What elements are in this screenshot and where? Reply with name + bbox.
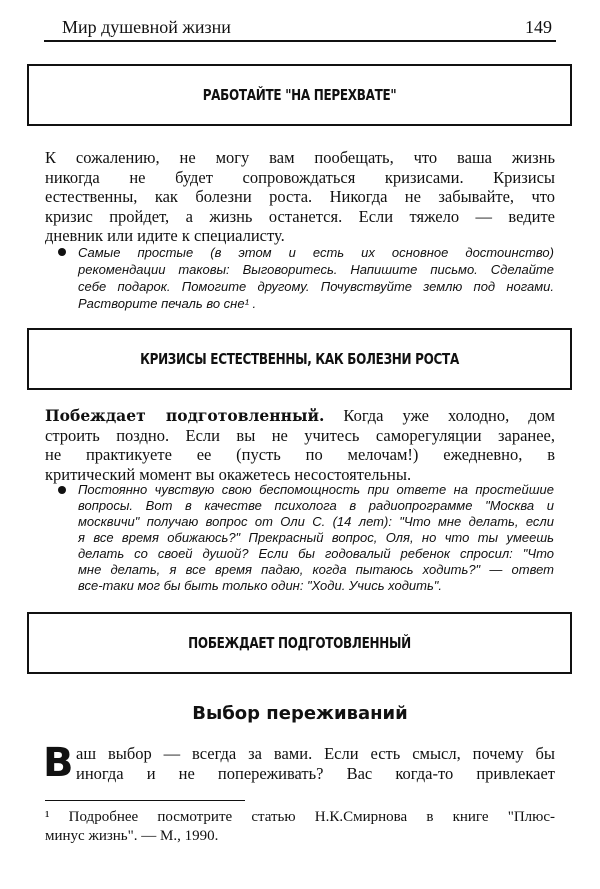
bullet-icon: [58, 248, 66, 256]
text-line: не практикуете ее (пусть по мелочам!) ежедневно, в: [45, 445, 555, 464]
header-title: Мир душевной жизни: [62, 17, 231, 37]
section-heading: Выбор переживаний: [192, 703, 408, 724]
text-line: минус жизнь". — М., 1990.: [45, 828, 219, 844]
boxed-heading-text: ПОБЕЖДАЕТ ПОДГОТОВЛЕННЫЙ: [188, 634, 411, 652]
bullet-icon: [58, 486, 66, 494]
bullet-note-2: [78, 482, 554, 594]
text-line: К сожалению, не могу вам пообещать, что ваша жизнь: [45, 148, 555, 167]
text-line: делать со своей душой? Если бы годовалый ребенок спросил: "Что: [78, 546, 554, 561]
running-header: [44, 14, 556, 42]
text-line: москвичи" получаю вопрос от Оли С. (14 лет): "Что мне делать, если: [78, 514, 554, 529]
text-line: никогда не будет сопровождаться кризисами. Кризисы: [45, 167, 555, 187]
text-line: вопросы. Вот в качестве психолога в радиопрограмме "Москва и: [78, 498, 554, 513]
paragraph-3: [76, 744, 555, 783]
text-line: строить поздно. Если вы не учитесь саморегуляции заранее,: [45, 425, 555, 445]
drop-cap: В: [43, 740, 74, 786]
text-line: аш выбор — всегда за вами. Если есть смысл, почему бы: [76, 744, 555, 763]
text-line: критический момент вы окажетесь несостоятельны.: [45, 464, 412, 484]
text-line: иногда и не попереживать? Вас когда-то привлекает: [76, 763, 555, 783]
text-line: мне делать, я все время падаю, когда пытаюсь ходить?" — ответ: [78, 562, 554, 577]
paragraph-1: [45, 148, 555, 246]
text-line: Растворите печаль во сне¹ .: [78, 296, 257, 311]
bullet-note-1: [78, 244, 554, 312]
text-line: ¹ Подробнее посмотрите статью Н.К.Смирнова в книге "Плюс-: [45, 809, 555, 825]
text-line: кризис пройдет, а жизнь останется. Если тяжело — ведите: [45, 206, 555, 226]
text-line: естественны, как болезни роста. Никогда не забывайте, что: [45, 187, 555, 206]
text-line: я все время обижаюсь?" Прекрасный вопрос, Оля, но что ты умеешь: [78, 530, 554, 545]
text-line: все-таки мог бы быть только один: "Ходи. Учись ходить".: [78, 578, 443, 593]
text-line: себе подарок. Помогите другому. Почувствуйте землю под ногами.: [78, 279, 554, 294]
text-line: Самые простые (в этом и есть их основное достоинство): [78, 245, 554, 260]
boxed-heading-2: [27, 328, 572, 390]
boxed-heading-text: РАБОТАЙТЕ "НА ПЕРЕХВАТЕ": [202, 86, 397, 104]
boxed-heading-text: КРИЗИСЫ ЕСТЕСТВЕННЫ, КАК БОЛЕЗНИ РОСТА: [140, 350, 459, 368]
page-number: 149: [525, 17, 552, 37]
boxed-heading-3: [27, 612, 572, 674]
lead-in: Побеждает подготовленный.: [45, 406, 325, 425]
paragraph-2: [45, 406, 555, 484]
text-line: рекомендации таковы: Выговоритесь. Напишите письмо. Сделайте: [78, 262, 554, 277]
boxed-heading-1: [27, 64, 572, 126]
footnote-divider: [45, 800, 245, 801]
text-line: Постоянно чувствую свою беспомощность при ответе на простейшие: [78, 482, 554, 497]
footnote: [45, 808, 555, 846]
text-line: Когда уже холодно, дом: [324, 406, 556, 425]
text-line: дневник или идите к специалисту.: [45, 226, 285, 245]
